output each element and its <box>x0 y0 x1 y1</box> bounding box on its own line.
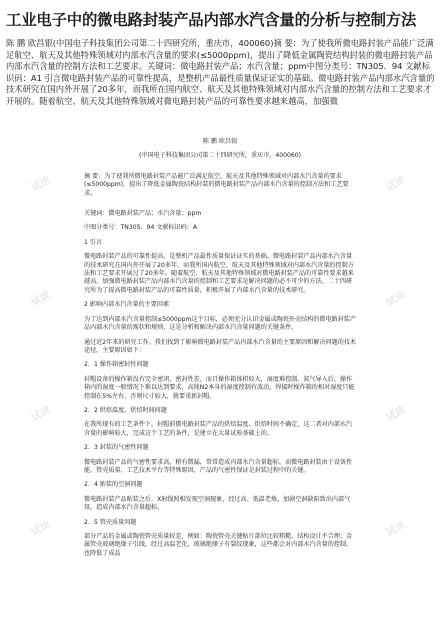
watermark-mark: 试读 <box>29 289 53 309</box>
article-keywords: 关键词：微电路封装产品；水汽含量；ppm <box>84 210 202 218</box>
watermark-mark: 试读 <box>29 404 53 424</box>
section-heading-intro: 1 引言 <box>84 238 103 246</box>
section-heading-2-3: 2．3 封装的气密性问题 <box>84 444 149 452</box>
section-heading-2-4: 2．4 贴装的空洞问题 <box>84 481 143 489</box>
section-paragraph-2-1: 封帽设备的操作箱没有完全密闭，密封性差，而且操作箱体积较大，湿度难控制。氮气导入后，操作箱内的湿度一般情况下难以达到要求，高纯N2本身的湿度控制有波动，焊接时操作箱的相对湿度只能控制在5%左右，否则尺寸较大，就要重新封帽。 <box>84 375 355 400</box>
section-heading-2-2: 2．2 烘焙温度、烘焙时间问题 <box>84 406 167 414</box>
section-paragraph-2a: 为了达到内部水汽含量控制≤5000ppm这个目标，必须充分认识金属或陶瓷外壳结构的微电路封装产品内部水汽含量的现状和规则，这是分析和解决内部水汽含量问题的关键条件。 <box>84 315 356 332</box>
watermark-mark: 试读 <box>384 289 408 309</box>
watermark-mark: 试读 <box>29 519 53 539</box>
article-preview <box>84 138 356 564</box>
watermark-mark: 试读 <box>384 519 408 539</box>
section-paragraph-2-4: 微电路封装产品贴装之后，X射线照相发现空洞现象，经过高、低温老炼，加剧空洞缺陷致出内部气氛，造成内部水汽含量超标。 <box>84 495 351 512</box>
article-abstract: 摘 要：为了使我所微电路封装产品能广泛满足航空、航天及其他特殊领域对内部水汽含量的要求(≤5000ppm)，提出了降低金属陶瓷结构封装的微电路封装产品内部水汽含量的控制方法和工艺要求。 <box>84 172 349 197</box>
section-heading-2-1: 2．1 操作箱密封性问题 <box>84 361 149 369</box>
watermark-mark: 试读 <box>29 174 53 194</box>
section-paragraph-2-5: 部分产品的金属或陶瓷管壳质量较差，例如：陶瓷管壳关键贴片部位比较粗糙，结构设计不合理；金属管壳玻璃绝缘子引线，经过高温老化，玻璃绝缘子有裂纹现象，这些都会对内部水汽含量的控制，也降低了成品 <box>84 533 353 557</box>
section-paragraph-intro: 微电路封装产品的可靠性提高，是整机产品最性质量保证证实的基础。微电路封装产品内部水汽含量的技术研究在国内外开展了20多年，而我所国内航空、航天及其他特殊领域对内部水汽含量的控制方法和工艺要求开展过了20多年。随着航空、航天及其他特殊领域对微电路封装产品的可靠性要求越来越高，加强微电路封装产品内部水汽含量的控制和工艺要求是解决问题的必不可少的方法。二十四研究所为了提高微电路封装产品的可靠性质量，积极开展了内部水汽含量的技术研究。 <box>84 253 354 294</box>
section-heading-2-5: 2．5 管壳质量问题 <box>84 518 137 526</box>
watermark-mark: 试读 <box>384 174 408 194</box>
article-authors: 陈 鹏 欧昌银 <box>202 138 238 145</box>
watermark-mark: 试读 <box>384 404 408 424</box>
article-classification: 中图分类号：TN305．94 文献标识码：A <box>84 224 197 232</box>
summary-paragraph: 陈 鹏 欧昌银(中国电子科技集团公司第二十四研究所，重庆市，400060)摘 要：为了使我所微电路封装产品能广泛满足航空、航天及其他特殊领域对内部水汽含量的要求(≤5000ppm)，提出了降低金属陶瓷结构封装的微电路封装产品内部水汽含量的控制方法和工艺要求。关键词：微电路封装产品；水汽含量；ppm中图分类号：TN305．94 文献标识码：A1 引言微电路封装产品的可靠性提高，是整机产品最性质量保证证实的基础。微电路封装产品内部水汽含量的技术研究在国内外开展了20多年，而我所在国内航空、航天及其他特殊领域对内部水汽含量的控制方法和工艺要求才开展的。随着航空、航天及其他特殊领域对微电路封装产品的可靠性要求越来越高，加强微 <box>6 38 435 106</box>
section-paragraph-2b: 通过近2年来的研究工作，我们找到了影响微电路封装产品内部水汽含量的主要原因和解决问题的技术途径。主要原因如下： <box>84 338 357 354</box>
section-paragraph-2-3: 微电路封装产品的气密性要求高，稍有微漏，常常造成内部水汽含量超标。而微电路封装由于设备性能、管壳质量、工艺技术平台等特殊原因，产品的气密性保证是封装过程中的关键。 <box>84 458 353 474</box>
section-paragraph-2-2: 在我所现有的工艺条件下，封帽前微电路封装产品的烘焙温度、烘焙时间不确定，这二者对内部水汽含量的影响较大，完成这个工艺的条件，是建立在大量试验基础上的。 <box>84 421 353 437</box>
section-heading-2: 2 影响内部水汽含量的主要因素 <box>84 301 170 309</box>
article-affiliation: (中国电子科技集团公司第二十四研究所，重庆市，400060) <box>138 152 302 160</box>
document-title: 工业电子中的微电路封装产品内部水汽含量的分析与控制方法 <box>6 11 417 29</box>
